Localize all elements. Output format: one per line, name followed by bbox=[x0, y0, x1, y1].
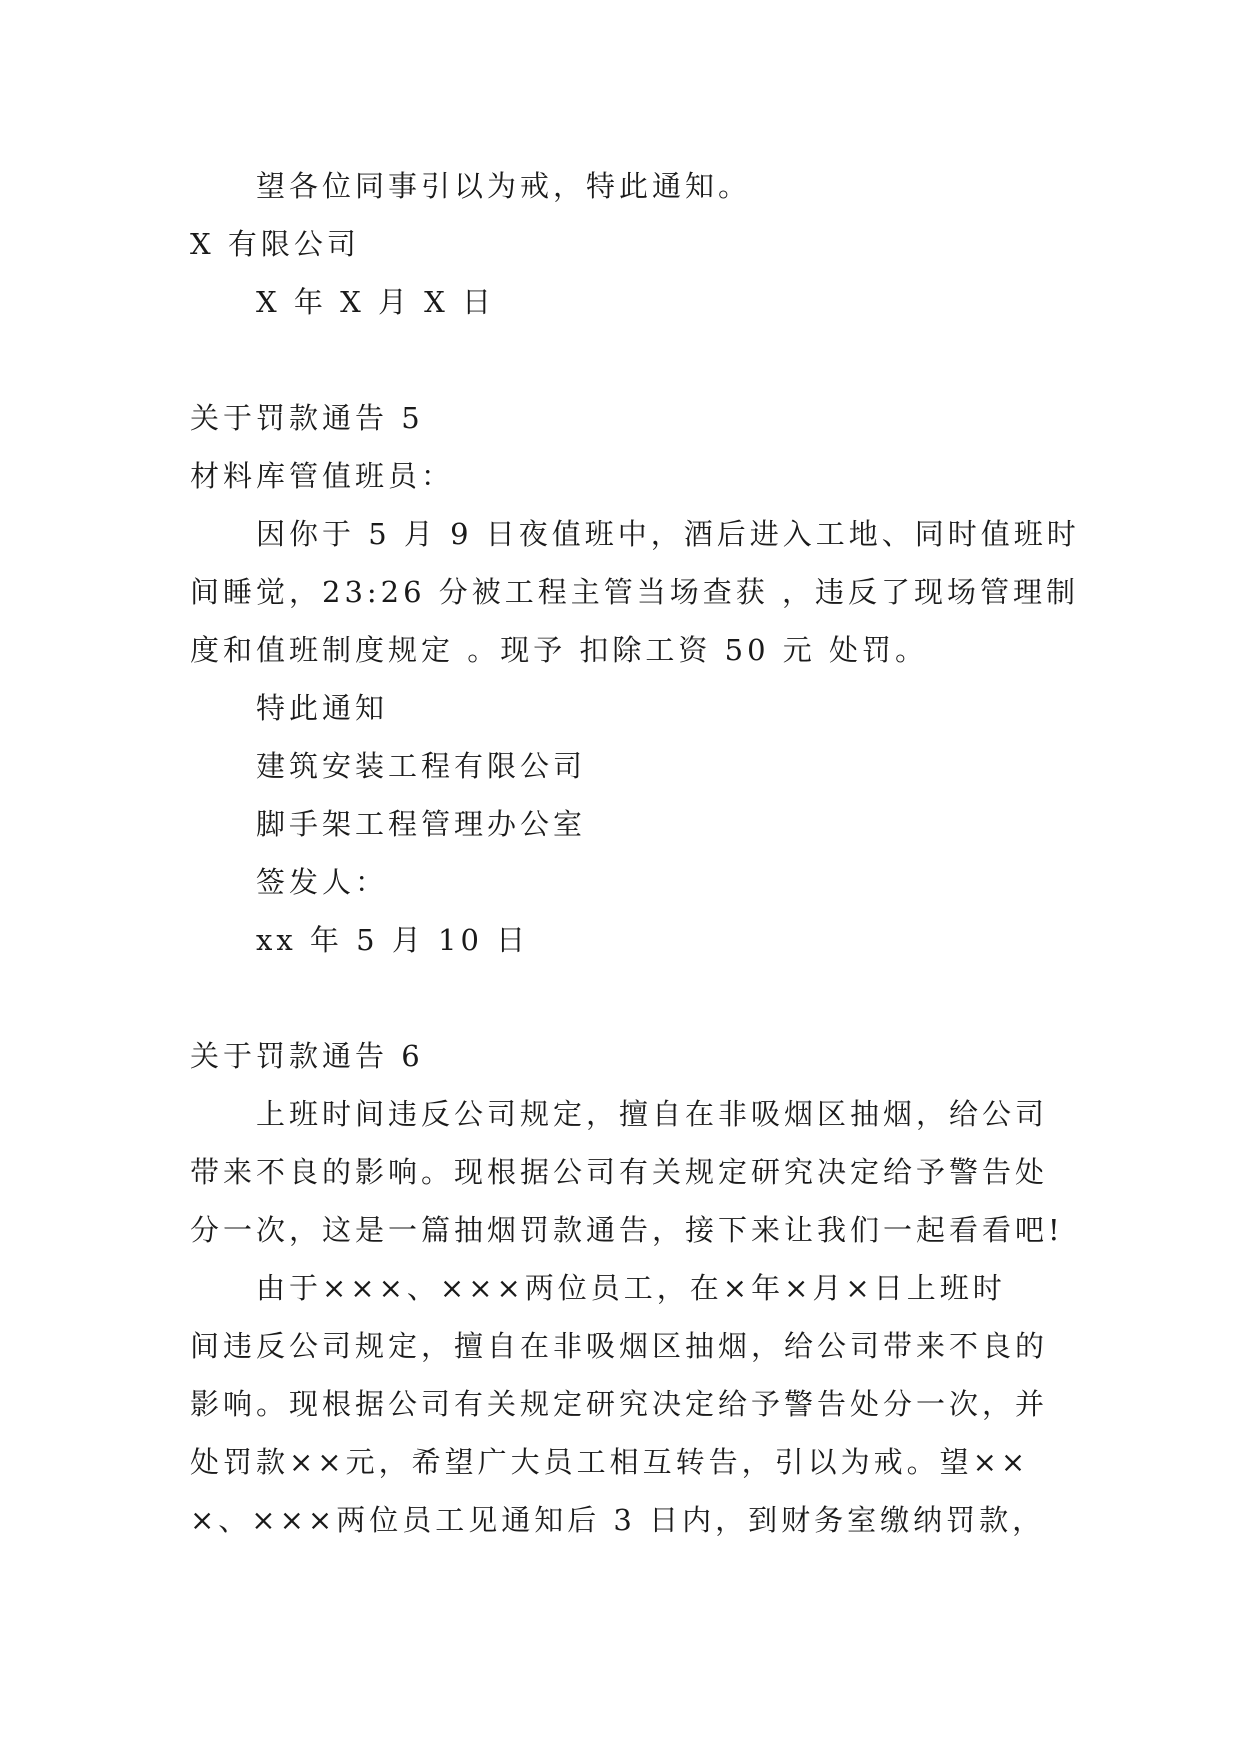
notice-5-office: 脚手架工程管理办公室 bbox=[256, 807, 587, 841]
notice-6-body-line-3: 分一次，这是一篇抽烟罚款通告，接下来让我们一起看看吧! bbox=[190, 1213, 1064, 1247]
company-name: X 有限公司 bbox=[190, 227, 360, 261]
notice-6-body-line-5: 间违反公司规定，擅自在非吸烟区抽烟，给公司带来不良的 bbox=[190, 1329, 1049, 1363]
notice-5-recipient: 材料库管值班员： bbox=[190, 459, 455, 493]
closing-line: 望各位同事引以为戒，特此通知。 bbox=[256, 169, 752, 203]
notice-6-title: 关于罚款通告 6 bbox=[190, 1039, 424, 1073]
date-line: X 年 X 月 X 日 bbox=[256, 285, 496, 319]
notice-5-company: 建筑安装工程有限公司 bbox=[256, 749, 587, 783]
notice-5-notice-text: 特此通知 bbox=[256, 691, 389, 725]
notice-5-body-line-3: 度和值班制度规定 。现予 扣除工资 50 元 处罚。 bbox=[190, 633, 928, 667]
notice-6-body-line-7: 处罚款××元，希望广大员工相互转告，引以为戒。望×× bbox=[190, 1445, 1030, 1479]
notice-5-date: xx 年 5 月 10 日 bbox=[256, 923, 530, 957]
notice-5-body-line-1: 因你于 5 月 9 日夜值班中，酒后进入工地、同时值班时 bbox=[256, 517, 1080, 551]
notice-6-body-line-1: 上班时间违反公司规定，擅自在非吸烟区抽烟，给公司 bbox=[256, 1097, 1049, 1131]
notice-6-body-line-2: 带来不良的影响。现根据公司有关规定研究决定给予警告处 bbox=[190, 1155, 1049, 1189]
notice-5-title: 关于罚款通告 5 bbox=[190, 401, 424, 435]
notice-5-signer: 签发人： bbox=[256, 865, 389, 899]
notice-6-body-line-8: ×、×××两位员工见通知后 3 日内，到财务室缴纳罚款， bbox=[190, 1503, 1046, 1537]
notice-6-body-line-4: 由于×××、×××两位员工，在×年×月×日上班时 bbox=[256, 1271, 1006, 1305]
notice-5-body-line-2: 间睡觉，23:26 分被工程主管当场查获 ，违反了现场管理制 bbox=[190, 575, 1080, 609]
notice-6-body-line-6: 影响。现根据公司有关规定研究决定给予警告处分一次，并 bbox=[190, 1387, 1049, 1421]
